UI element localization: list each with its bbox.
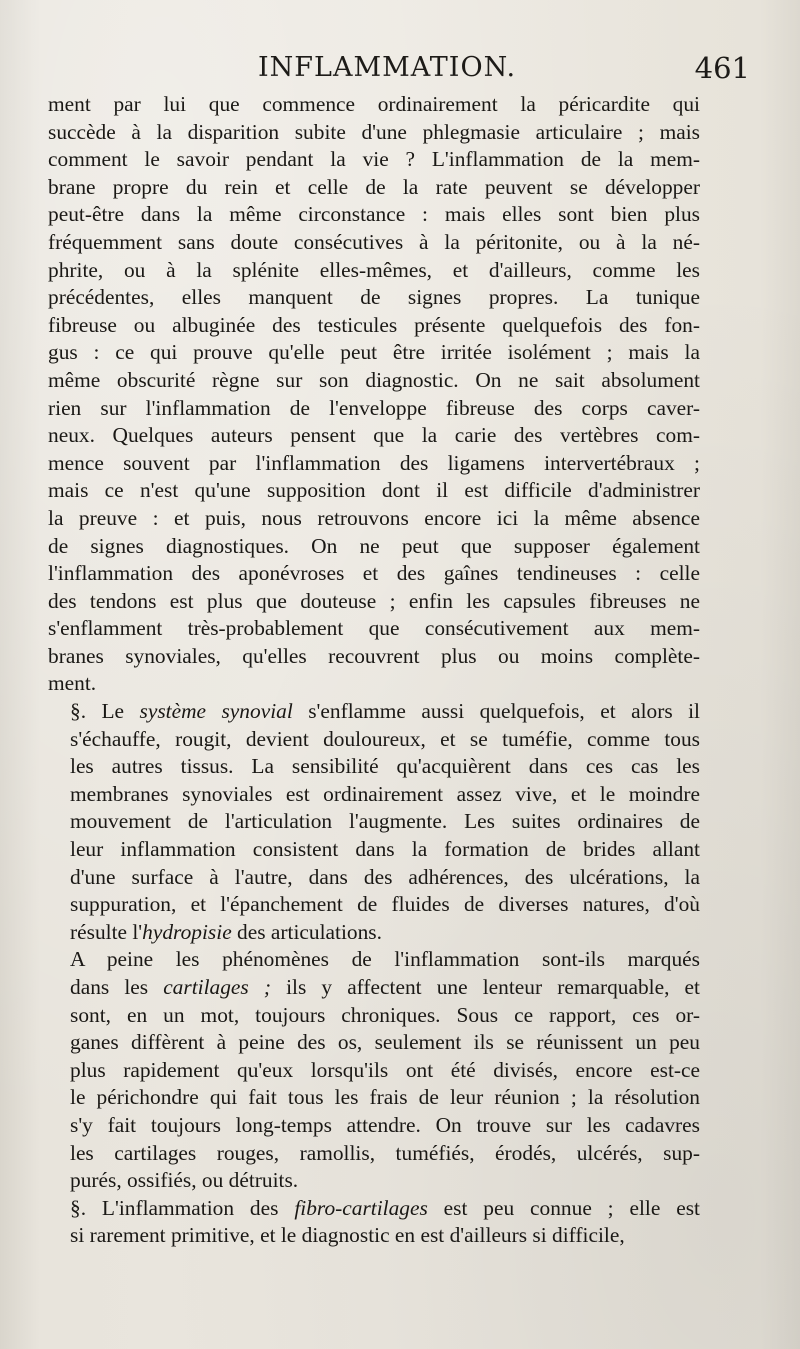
text-line: mais ce n'est qu'une supposition dont il est difficile d'administrer xyxy=(48,478,700,503)
text-line: plus rapidement qu'eux lorsqu'ils ont été divisés, encore est-ce xyxy=(70,1057,700,1082)
text-line: s'échauffe, rougit, devient douloureux, et se tuméfie, comme tous xyxy=(70,726,700,751)
text-line: les cartilages rouges, ramollis, tuméfiés, érodés, ulcérés, sup- xyxy=(70,1140,700,1165)
text-line: ganes diffèrent à peine des os, seulement ils se réunissent un peu xyxy=(70,1030,700,1055)
paragraph xyxy=(48,91,700,698)
text-line: l'inflammation des aponévroses et des gaînes tendineuses : celle xyxy=(48,561,700,586)
text-line: membranes synoviales est ordinairement assez vive, et le moindre xyxy=(70,781,700,806)
paragraph xyxy=(48,698,700,946)
text-line: les autres tissus. La sensibilité qu'acquièrent dans ces cas les xyxy=(70,754,700,779)
page-header xyxy=(48,50,750,90)
text-line: s'y fait toujours long-temps attendre. On trouve sur les cadavres xyxy=(70,1112,700,1137)
text-line: branes synoviales, qu'elles recouvrent plus ou moins complète- xyxy=(48,643,700,668)
text-line: mouvement de l'articulation l'augmente. Les suites ordinaires de xyxy=(70,809,700,834)
text-line: A peine les phénomènes de l'inflammation sont-ils marqués xyxy=(70,947,700,972)
text-line: précédentes, elles manquent de signes propres. La tunique xyxy=(48,285,700,310)
text-line: fréquemment sans doute consécutives à la péritonite, ou à la né- xyxy=(48,229,700,254)
text-line: d'une surface à l'autre, dans des adhérences, des ulcérations, la xyxy=(70,864,700,889)
text-line: mence souvent par l'inflammation des ligamens intervertébraux ; xyxy=(48,450,700,475)
text-line: peut-être dans la même circonstance : mais elles sont bien plus xyxy=(48,202,700,227)
text-line: §. Le système synovial s'enflamme aussi quelquefois, et alors il xyxy=(70,699,701,724)
body-text xyxy=(48,91,700,1250)
text-line: dans les cartilages ; ils y affectent une lenteur remarquable, et xyxy=(70,975,700,999)
text-line: la preuve : et puis, nous retrouvons encore ici la même absence xyxy=(48,505,700,530)
text-line: suppuration, et l'épanchement de fluides de diverses natures, d'où xyxy=(70,892,700,917)
text-line: leur inflammation consistent dans la formation de brides allant xyxy=(70,837,700,862)
text-line: comment le savoir pendant la vie ? L'inflammation de la mem- xyxy=(48,147,700,172)
running-title: INFLAMMATION. xyxy=(258,52,517,83)
text-line: purés, ossifiés, ou détruits. xyxy=(70,1168,299,1193)
text-line: ment par lui que commence ordinairement la péricardite qui xyxy=(48,92,700,116)
text-line: même obscurité règne sur son diagnostic. On ne sait absolument xyxy=(48,367,700,392)
text-line: brane propre du rein et celle de la rate peuvent se développer xyxy=(48,174,700,199)
text-line: ment. xyxy=(48,671,97,696)
text-line: fibreuse ou albuginée des testicules présente quelquefois des fon- xyxy=(48,312,700,337)
text-line: neux. Quelques auteurs pensent que la carie des vertèbres com- xyxy=(48,423,700,448)
text-line: rien sur l'inflammation de l'enveloppe fibreuse des corps caver- xyxy=(48,395,700,420)
text-line: résulte l'hydropisie des articulations. xyxy=(70,919,382,944)
text-line: gus : ce qui prouve qu'elle peut être irritée isolément ; mais la xyxy=(48,340,700,365)
text-line: si rarement primitive, et le diagnostic en est d'ailleurs si difficile, xyxy=(70,1223,625,1248)
text-line: phrite, ou à la splénite elles-mêmes, et d'ailleurs, comme les xyxy=(48,257,700,282)
text-line: §. L'inflammation des fibro-cartilages est peu connue ; elle est xyxy=(70,1195,700,1220)
text-line: de signes diagnostiques. On ne peut que supposer également xyxy=(48,533,700,558)
text-line: s'enflamment très-probablement que consécutivement aux mem- xyxy=(48,616,700,641)
text-line: sont, en un mot, toujours chroniques. Sous ce rapport, ces or- xyxy=(70,1002,700,1027)
paragraph xyxy=(48,1195,700,1250)
text-line: le périchondre qui fait tous les frais de leur réunion ; la résolution xyxy=(70,1085,700,1110)
text-line: succède à la disparition subite d'une phlegmasie articulaire ; mais xyxy=(48,119,700,144)
paragraph xyxy=(48,946,700,1194)
page-number: 461 xyxy=(694,51,750,85)
text-line: des tendons est plus que douteuse ; enfin les capsules fibreuses ne xyxy=(48,588,700,613)
